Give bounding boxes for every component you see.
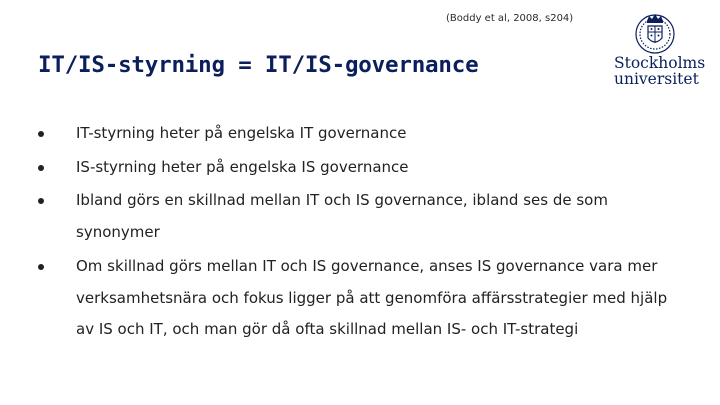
- bullet-item: IT-styrning heter på engelska IT governance: [38, 118, 678, 150]
- logo-wordmark-line1: Stockholms: [614, 54, 706, 72]
- university-logo: [614, 12, 706, 96]
- logo-wordmark-line2: universitet: [614, 70, 699, 88]
- citation: (Boddy et al, 2008, s204): [446, 13, 574, 24]
- bullet-list: [38, 118, 678, 346]
- bullet-item: Ibland görs en skillnad mellan IT och IS governance, ibland ses de som synonymer: [38, 185, 678, 248]
- crown-seal-icon: [614, 12, 696, 56]
- bullet-item: IS-styrning heter på engelska IS governance: [38, 152, 678, 184]
- bullet-item: Om skillnad görs mellan IT och IS governance, anses IS governance vara mer verksamhetsnära och fokus ligger på att genomföra affärsstrategier med hjälp av IS och IT, och man gör då ofta skillnad mellan IS- och IT-strategi: [38, 251, 678, 346]
- slide-title: IT/IS-styrning = IT/IS-governance: [38, 52, 479, 78]
